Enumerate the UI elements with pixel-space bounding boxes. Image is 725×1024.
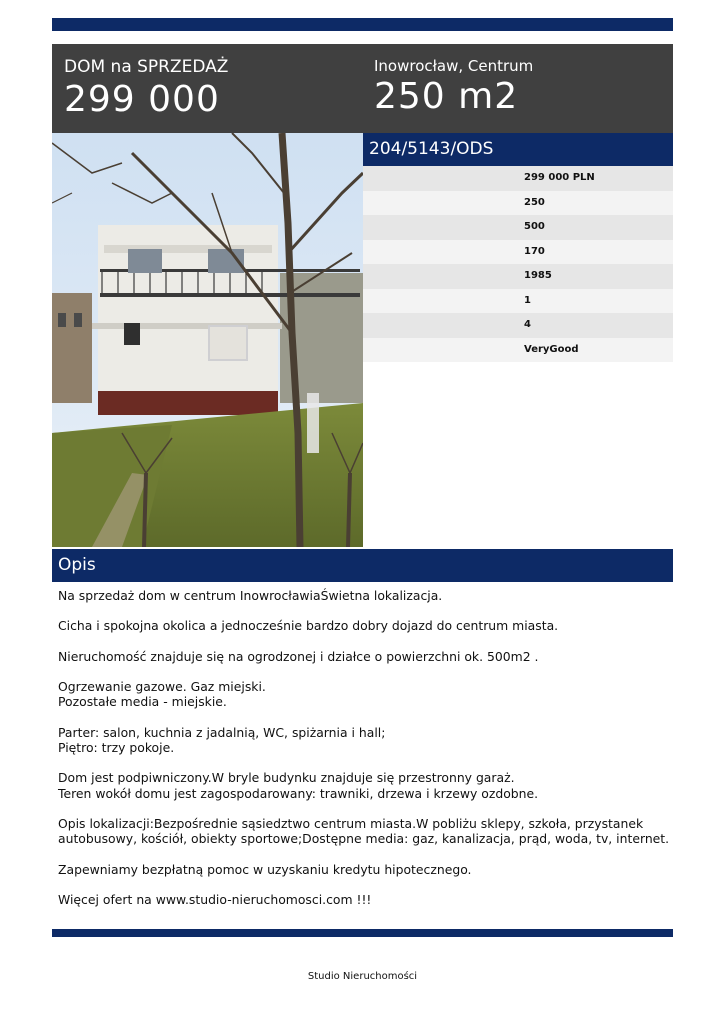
desc-paragraph xyxy=(58,618,670,633)
header-right xyxy=(374,56,533,118)
property-photo xyxy=(52,133,363,547)
desc-line: Cicha i spokojna okolica a jednocześnie bardzo dobry dojazd do centrum miasta. xyxy=(58,618,559,634)
listing-reference: 204/5143/ODS xyxy=(363,133,673,166)
desc-line: Na sprzedaż dom w centrum InowrocławiaŚwietna lokalizacja. xyxy=(58,588,443,603)
desc-line: Zapewniamy bezpłatną pomoc w uzyskaniu kredytu hipotecznego. xyxy=(58,861,472,877)
desc-line: Parter: salon, kuchnia z jadalnią, WC, spiżarnia i hall; xyxy=(58,724,386,740)
listing-type: DOM na SPRZEDAŻ xyxy=(64,57,229,77)
description-heading: Opis xyxy=(52,549,673,582)
desc-paragraph xyxy=(58,725,670,755)
spec-table xyxy=(363,166,673,362)
desc-paragraph xyxy=(58,816,670,846)
spec-row-price: 299 000 PLN xyxy=(363,166,673,191)
listing-price: 299 000 xyxy=(64,79,220,120)
desc-line: Teren wokół domu jest zagospodarowany: trawniki, drzewa i krzewy ozdobne. xyxy=(58,785,539,801)
desc-line: Więcej ofert na www.studio-nieruchomosci.com !!! xyxy=(58,891,372,907)
spec-row-value-4: 170 xyxy=(363,240,673,265)
listing-header xyxy=(52,44,673,133)
spec-row-value-7: 4 xyxy=(363,313,673,338)
desc-paragraph xyxy=(58,862,670,877)
desc-line: Piętro: trzy pokoje. xyxy=(58,739,175,755)
footer-agency: Studio Nieruchomości xyxy=(307,971,418,982)
listing-area: 250 m2 xyxy=(374,76,519,117)
top-accent-bar xyxy=(52,18,673,31)
desc-paragraph xyxy=(58,892,670,907)
desc-line: Pozostałe media - miejskie. xyxy=(58,694,227,710)
desc-paragraph xyxy=(58,770,670,800)
desc-line: Opis lokalizacji:Bezpośrednie sąsiedztwo centrum miasta.W pobliżu sklepy, szkoła, przystanek xyxy=(58,815,644,831)
desc-line: autobusowy, kościół, obiekty sportowe;Dostępne media: gaz, kanalizacja, prąd, woda, tv, internet. xyxy=(58,831,670,847)
desc-paragraph xyxy=(58,649,670,664)
bottom-accent-bar xyxy=(52,929,673,937)
header-left xyxy=(64,56,228,121)
desc-paragraph xyxy=(58,679,670,709)
desc-paragraph xyxy=(58,588,670,603)
spec-row-condition: VeryGood xyxy=(363,338,673,363)
spec-row-year: 1985 xyxy=(363,264,673,289)
spec-row-plot: 500 xyxy=(363,215,673,240)
listing-location: Inowrocław, Centrum xyxy=(374,57,534,75)
desc-line: Ogrzewanie gazowe. Gaz miejski. xyxy=(58,679,266,695)
spec-row-value-6: 1 xyxy=(363,289,673,314)
spec-row-area: 250 xyxy=(363,191,673,216)
desc-line: Dom jest podpiwniczony.W bryle budynku znajduje się przestronny garaż. xyxy=(58,770,515,786)
description-body xyxy=(58,588,670,922)
desc-line: Nieruchomość znajduje się na ogrodzonej i działce o powierzchni ok. 500m2 . xyxy=(58,648,539,664)
